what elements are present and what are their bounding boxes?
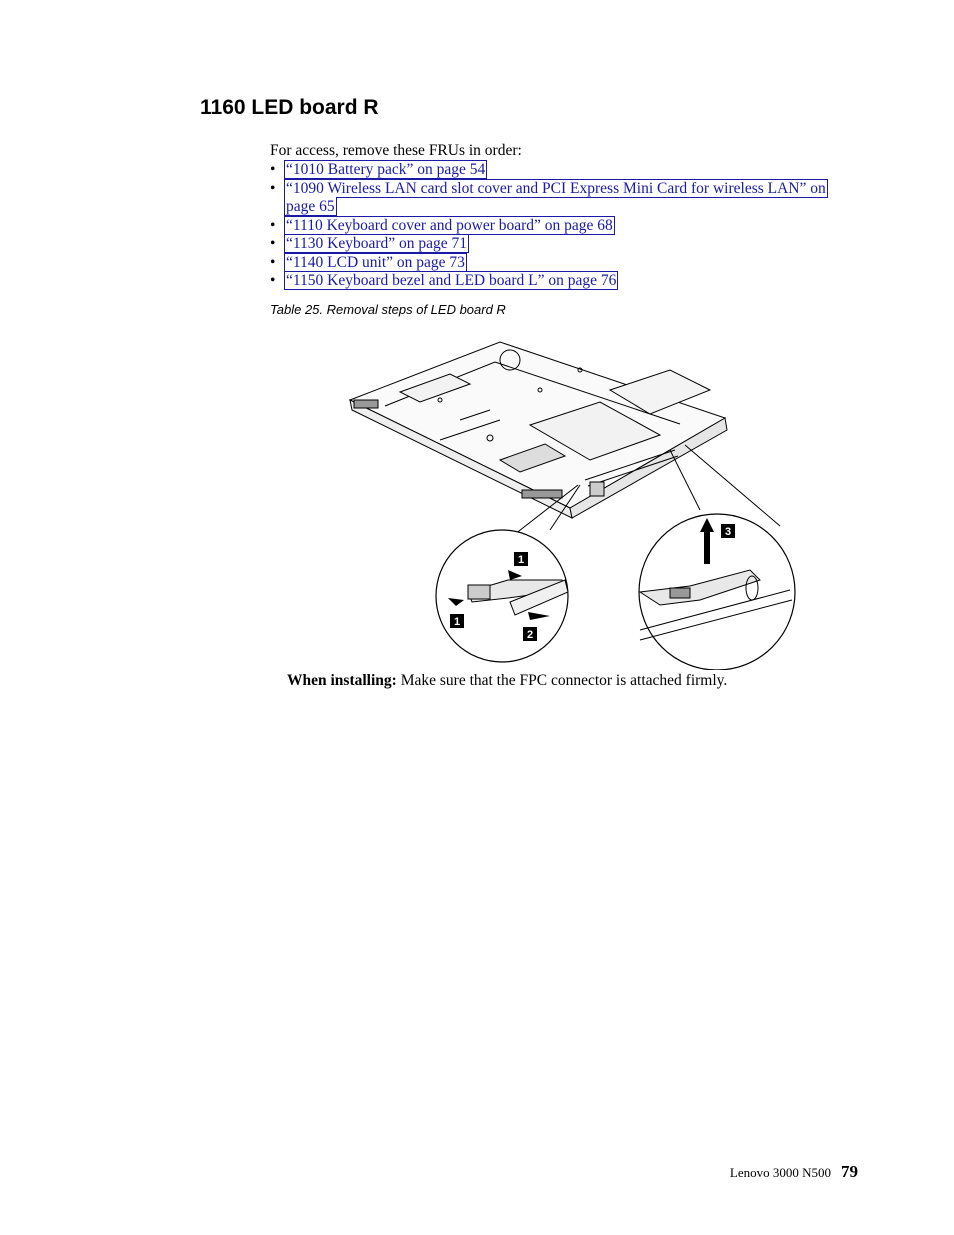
callout-label: 1 <box>454 616 461 628</box>
page-title: 1160 LED board R <box>200 96 379 119</box>
list-item <box>270 161 830 180</box>
bullet: • <box>270 253 276 271</box>
fru-prerequisite-list <box>270 161 830 291</box>
list-item <box>270 254 830 273</box>
install-label: When installing: <box>287 672 397 689</box>
list-item <box>270 180 830 217</box>
link-keyboard-bezel[interactable]: “1150 Keyboard bezel and LED board L” on page 76 <box>286 272 617 289</box>
bullet: • <box>270 272 276 289</box>
table-caption: Table 25. Removal steps of LED board R <box>270 302 506 317</box>
removal-illustration <box>340 330 800 670</box>
callout-label: 1 <box>518 554 525 566</box>
callout-step-1a <box>514 552 528 566</box>
callout-step-1b <box>450 614 464 628</box>
link-keyboard[interactable]: “1130 Keyboard” on page 71 <box>286 235 468 252</box>
install-text: Make sure that the FPC connector is attached firmly. <box>400 672 728 689</box>
installation-note <box>287 672 727 690</box>
link-keyboard-cover[interactable]: “1110 Keyboard cover and power board” on page 68 <box>286 216 613 234</box>
callout-label: 3 <box>725 526 732 538</box>
bullet: • <box>270 161 276 178</box>
page-footer <box>730 1162 858 1182</box>
callout-label: 2 <box>527 629 534 641</box>
access-intro: For access, remove these FRUs in order: <box>270 142 522 159</box>
bullet: • <box>270 179 276 197</box>
product-name: Lenovo 3000 N500 <box>729 1165 831 1180</box>
list-item <box>270 217 830 236</box>
page-number: 79 <box>841 1162 858 1181</box>
callout-step-3 <box>721 524 735 538</box>
list-item <box>270 272 830 291</box>
laptop-base-drawing <box>350 342 727 518</box>
link-lcd-unit[interactable]: “1140 LCD unit” on page 73 <box>286 253 465 271</box>
list-item <box>270 235 830 254</box>
link-battery-pack[interactable]: “1010 Battery pack” on page 54 <box>286 161 486 178</box>
link-wireless-lan-cover[interactable]: “1090 Wireless LAN card slot cover and PCI Express Mini Card for wireless LAN” on page 65 <box>286 179 826 215</box>
detail-led-board-drawing <box>639 445 795 670</box>
callout-step-2 <box>523 627 537 641</box>
bullet: • <box>270 216 276 234</box>
bullet: • <box>270 235 276 252</box>
